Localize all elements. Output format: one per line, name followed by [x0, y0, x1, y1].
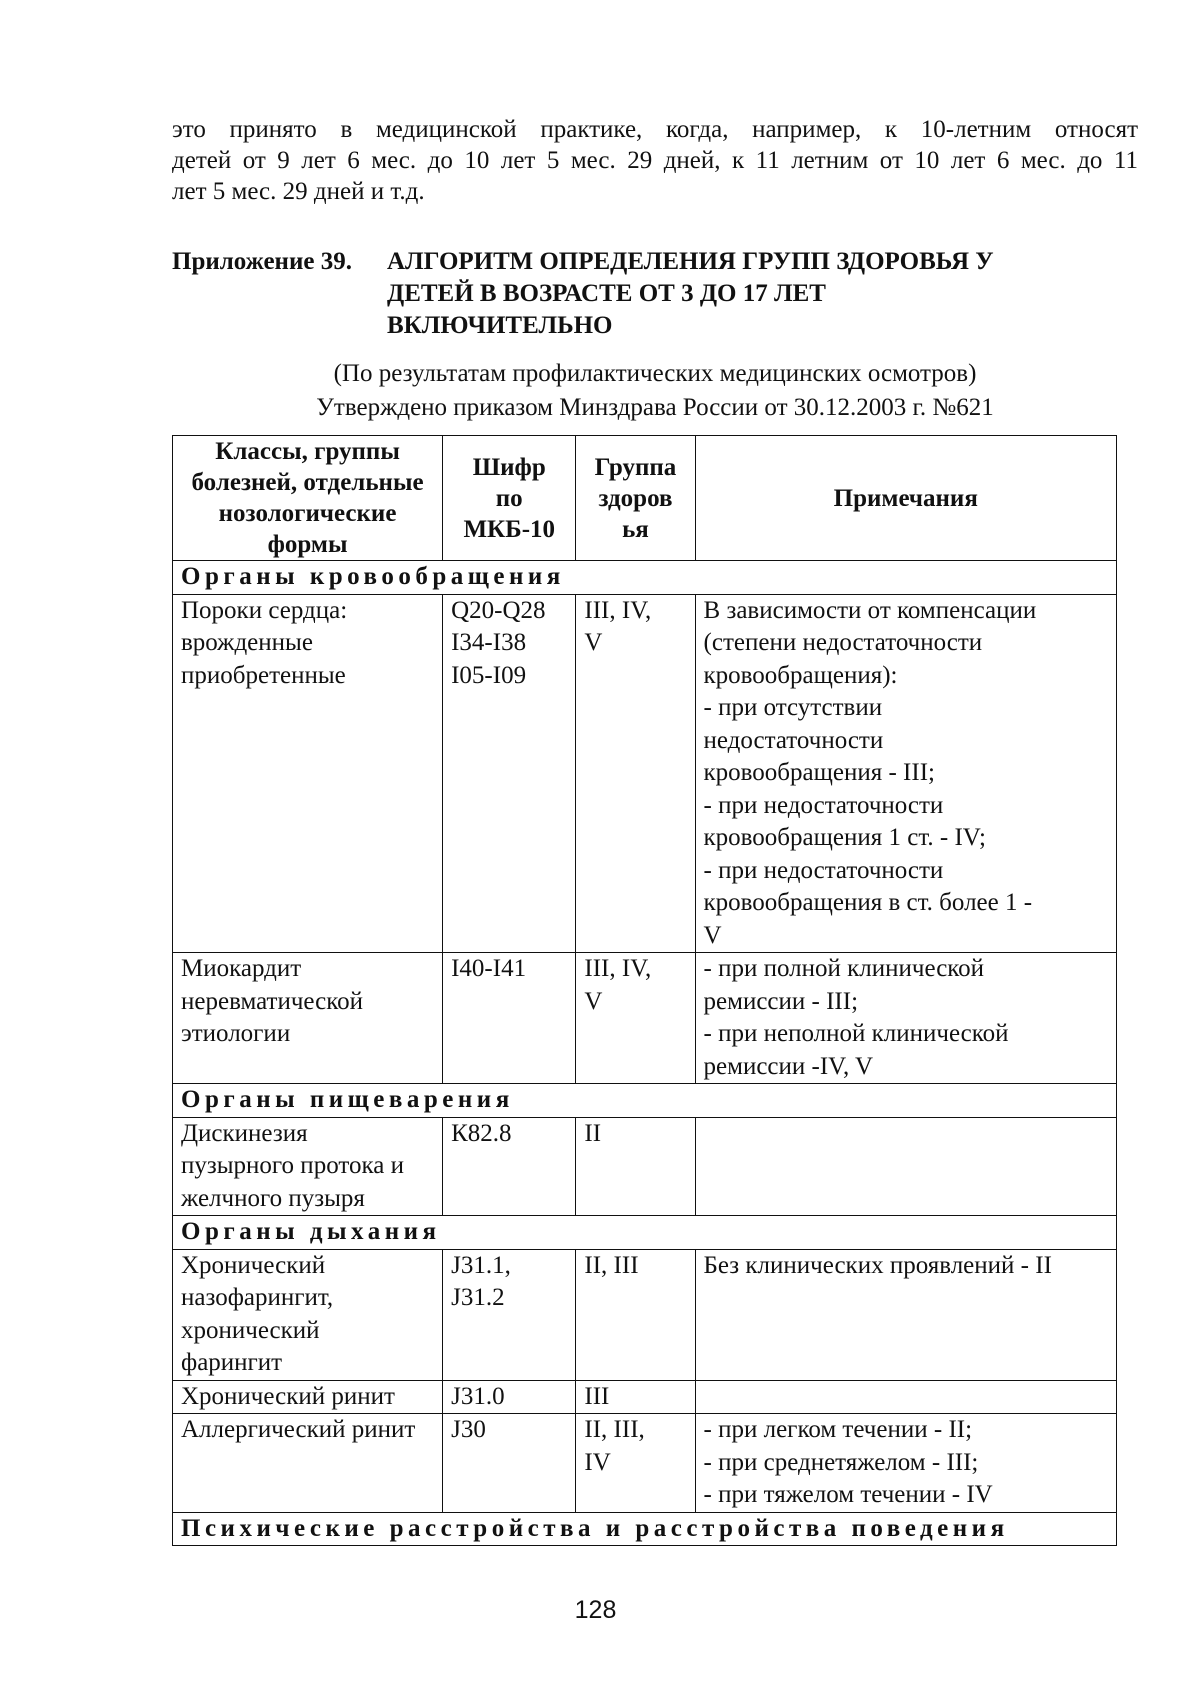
cell-line: Классы, группы	[215, 438, 400, 465]
cell-disease	[173, 1117, 443, 1216]
section-row	[173, 1216, 1117, 1250]
cell-line: - при неполной клинической	[703, 1020, 1009, 1047]
cell-line: Дискинезия	[181, 1119, 308, 1147]
cell-note	[695, 1380, 1116, 1414]
cell-line: V	[584, 629, 603, 656]
cell-line: пузырного протока и	[181, 1152, 404, 1179]
cell-line: Аллергический ринит	[181, 1416, 416, 1443]
cell-line: II, III	[584, 1251, 639, 1279]
cell-line: формы	[267, 531, 348, 558]
cell-line: J31.0	[451, 1382, 505, 1410]
cell-icd-code	[443, 1414, 576, 1513]
cell-line: нозологические	[218, 500, 397, 527]
appendix-title	[387, 246, 1127, 342]
cell-line: К82.8	[451, 1119, 512, 1147]
cell-health-group	[576, 1414, 695, 1513]
header-code	[443, 436, 576, 561]
health-groups-table	[172, 435, 1117, 1546]
cell-line: Пороки сердца:	[181, 596, 348, 624]
cell-disease	[173, 1249, 443, 1380]
cell-line: этиологии	[181, 1020, 291, 1047]
cell-note	[695, 1249, 1116, 1380]
cell-line: Примечания	[833, 484, 978, 512]
cell-line: V	[584, 987, 603, 1015]
cell-line: I05-I09	[451, 661, 527, 689]
cell-line: по	[495, 484, 523, 512]
cell-line: Шифр	[472, 453, 546, 481]
intro-paragraph	[172, 114, 1138, 207]
cell-line: приобретенные	[181, 661, 346, 689]
cell-note	[695, 1414, 1116, 1513]
approval-note: Утверждено приказом Минздрава России от 30.12.2003 г. №621	[316, 394, 994, 421]
cell-line: Q20-Q28	[451, 596, 546, 624]
cell-line: ья	[622, 515, 649, 543]
appendix-label: Приложение 39.	[172, 248, 352, 275]
cell-line: врожденные	[181, 629, 313, 656]
cell-line: недостаточности	[703, 726, 884, 754]
cell-line: ремиссии - III;	[703, 987, 859, 1015]
section-title: Психические расстройства и расстройства поведения	[173, 1512, 1117, 1546]
subtitle: (По результатам профилактических медицинских осмотров)	[333, 360, 977, 387]
cell-line: - при тяжелом течении - IV	[703, 1481, 993, 1508]
cell-line: МКБ-10	[463, 515, 556, 543]
cell-icd-code	[443, 594, 576, 953]
cell-line: I40-I41	[451, 955, 527, 982]
cell-note	[695, 953, 1116, 1084]
cell-note	[695, 594, 1116, 953]
cell-line: III	[584, 1382, 610, 1410]
cell-line: кровообращения в ст. более 1 -	[703, 889, 1033, 916]
cell-line: - при недостаточности	[703, 856, 944, 884]
table-row	[173, 1414, 1117, 1513]
cell-disease	[173, 1414, 443, 1513]
cell-line: Миокардит	[181, 955, 302, 982]
cell-line: IV	[584, 1448, 611, 1476]
cell-disease	[173, 594, 443, 953]
cell-icd-code	[443, 953, 576, 1084]
cell-line: Без клинических проявлений - II	[703, 1251, 1052, 1279]
cell-health-group	[576, 1117, 695, 1216]
cell-line: назофарингит,	[181, 1284, 334, 1311]
cell-note	[695, 1117, 1116, 1216]
cell-disease	[173, 1380, 443, 1414]
title-line: АЛГОРИТМ ОПРЕДЕЛЕНИЯ ГРУПП ЗДОРОВЬЯ У	[387, 248, 994, 275]
cell-line: ремиссии -IV, V	[703, 1052, 874, 1080]
cell-disease	[173, 953, 443, 1084]
cell-line: хронический	[181, 1316, 320, 1344]
cell-line: кровообращения):	[703, 661, 898, 689]
cell-line: - при недостаточности	[703, 791, 944, 819]
cell-line: - при среднетяжелом - III;	[703, 1448, 979, 1476]
section-title: Органы дыхания	[173, 1216, 1117, 1250]
cell-icd-code	[443, 1249, 576, 1380]
cell-line: - при легком течении - II;	[703, 1416, 973, 1443]
cell-line: здоров	[598, 484, 673, 512]
table-row	[173, 1249, 1117, 1380]
cell-icd-code	[443, 1117, 576, 1216]
cell-health-group	[576, 594, 695, 953]
intro-line: детей от 9 лет 6 мес. до 10 лет 5 мес. 29 дней, к 11 летним от 10 лет 6 мес. до 11	[172, 147, 1138, 174]
cell-icd-code	[443, 1380, 576, 1414]
header-group	[576, 436, 695, 561]
cell-line: кровообращения - III;	[703, 759, 935, 786]
cell-line: J30	[451, 1416, 486, 1443]
section-row	[173, 561, 1117, 595]
table-row	[173, 1380, 1117, 1414]
table-header-row	[173, 436, 1117, 561]
table-row	[173, 1117, 1117, 1216]
cell-line: желчного пузыря	[181, 1184, 365, 1212]
cell-line: - при отсутствии	[703, 694, 883, 721]
cell-line: Хронический ринит	[181, 1382, 395, 1410]
page-number: 128	[574, 1596, 617, 1624]
cell-line: Группа	[594, 453, 677, 481]
intro-line: лет 5 мес. 29 дней и т.д.	[172, 178, 425, 205]
title-line: ДЕТЕЙ В ВОЗРАСТЕ ОТ 3 ДО 17 ЛЕТ	[387, 280, 826, 307]
cell-line: III, IV,	[584, 955, 652, 982]
cell-line: - при полной клинической	[703, 955, 985, 982]
table-row	[173, 953, 1117, 1084]
cell-line: неревматической	[181, 987, 363, 1015]
section-title: Органы кровообращения	[173, 561, 1117, 595]
cell-line: II	[584, 1119, 602, 1147]
header-classes	[173, 436, 443, 561]
cell-health-group	[576, 1249, 695, 1380]
cell-line: Хронический	[181, 1251, 326, 1279]
cell-line: J31.2	[451, 1284, 505, 1311]
section-row	[173, 1084, 1117, 1118]
table-row	[173, 594, 1117, 953]
cell-line: J31.1,	[451, 1251, 511, 1279]
cell-line: II, III,	[584, 1416, 645, 1443]
intro-line: это принято в медицинской практике, когда, например, к 10-летним относят	[172, 116, 1138, 143]
cell-line: В зависимости от компенсации	[703, 596, 1037, 624]
header-notes	[695, 436, 1116, 561]
cell-health-group	[576, 1380, 695, 1414]
cell-line: кровообращения 1 ст. - IV;	[703, 824, 986, 851]
section-row	[173, 1512, 1117, 1546]
section-title: Органы пищеварения	[173, 1084, 1117, 1118]
table-body	[173, 561, 1117, 1546]
cell-health-group	[576, 953, 695, 1084]
title-line: ВКЛЮЧИТЕЛЬНО	[387, 312, 613, 339]
cell-line: фарингит	[181, 1349, 283, 1376]
cell-line: болезней, отдельные	[191, 469, 424, 496]
cell-line: V	[703, 921, 722, 949]
cell-line: III, IV,	[584, 596, 652, 624]
cell-line: (степени недостаточности	[703, 629, 983, 656]
cell-line: I34-I38	[451, 629, 527, 656]
